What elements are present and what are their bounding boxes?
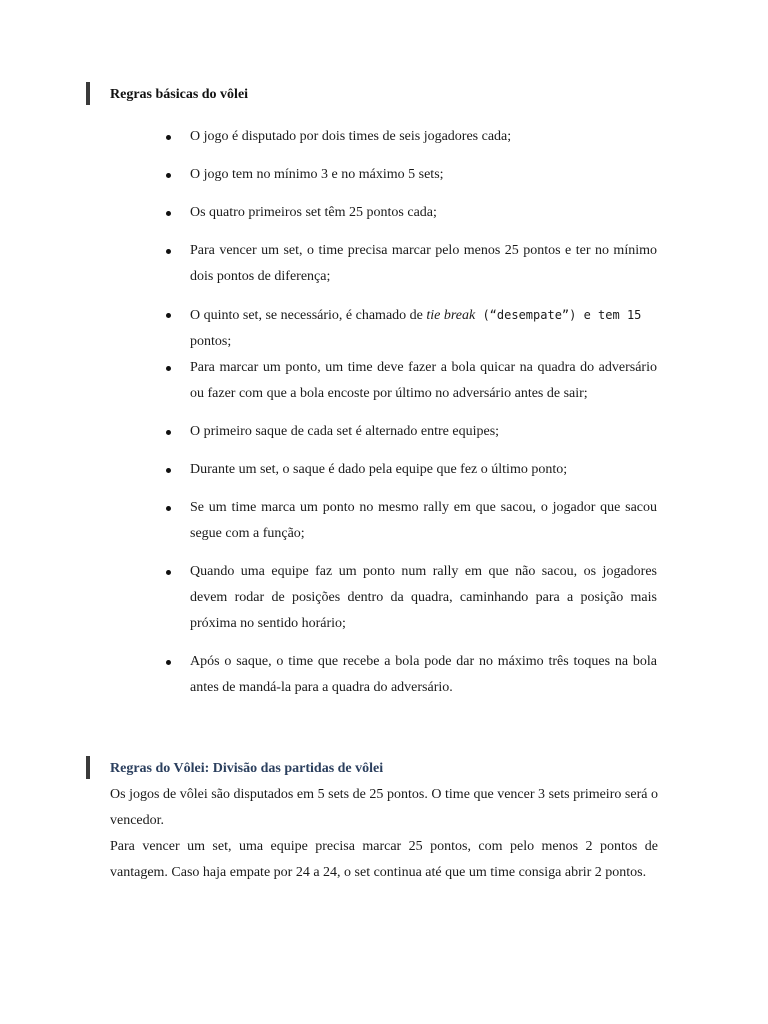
list-item-text: O jogo tem no mínimo 3 e no máximo 5 sets; [190,167,444,182]
list-item [190,162,657,188]
list-item-text: O primeiro saque de cada set é alternado entre equipes; [190,424,500,439]
list-item-text-last: pontos; [190,334,232,349]
paragraph: Para vencer um set, uma equipe precisa marcar 25 pontos, com pelo menos 2 pontos de vantagem. Caso haja empate por 24 a 24, o set continua até que um time consiga abrir 2 pontos. [110,839,658,880]
bullet-icon [166,135,171,140]
bullet-icon [166,506,171,511]
bullet-icon [166,430,171,435]
list-item [190,238,657,290]
bullet-icon [166,660,171,665]
match-division-body [110,782,658,886]
bullet-icon [166,570,171,575]
section-title: Regras do Vôlei: Divisão das partidas de vôlei [110,761,384,776]
rules-bullet-list [190,124,657,713]
paragraph: Os jogos de vôlei são disputados em 5 sets de 25 pontos. O time que vencer 3 sets primeiro será o vencedor. [110,787,658,828]
bullet-icon [166,211,171,216]
list-item-text: Quando uma equipe faz um ponto num rally em que não sacou, os jogadores devem rodar de posições dentro da quadra, caminhando para a posição mais próxima no sentido horário; [190,564,657,631]
list-item-text-start: O quinto set, se necessário, é chamado de [190,308,427,323]
list-item-text: Para marcar um ponto, um time deve fazer a bola quicar na quadra do adversário ou fazer com que a bola encoste por último no adversário antes de sair; [190,360,657,401]
bullet-icon [166,468,171,473]
list-item [190,649,657,701]
bullet-icon [166,249,171,254]
bullet-icon [166,173,171,178]
section-heading-match-division [110,760,383,778]
list-item-text: O jogo é disputado por dois times de seis jogadores cada; [190,129,512,144]
section-title: Regras básicas do vôlei [110,87,249,102]
list-item-text-end: (“desempate”) e tem 15 [475,308,642,322]
heading-marker-bar [86,82,90,105]
bullet-icon [166,366,171,371]
list-item-tie-break [190,302,657,355]
bullet-icon [166,313,171,318]
list-item [190,355,657,407]
list-item-text: Para vencer um set, o time precisa marcar pelo menos 25 pontos e ter no mínimo dois pontos de diferença; [190,243,657,284]
list-item [190,495,657,547]
list-item [190,200,657,226]
list-item [190,559,657,637]
list-item-text: Se um time marca um ponto no mesmo rally em que sacou, o jogador que sacou segue com a função; [190,500,657,541]
list-item [190,457,657,483]
list-item [190,124,657,150]
list-item-text: Durante um set, o saque é dado pela equipe que fez o último ponto; [190,462,568,477]
list-item [190,419,657,445]
section-heading-basic-rules [110,86,248,104]
tie-break-term: tie break [426,308,476,323]
list-item-text: Após o saque, o time que recebe a bola pode dar no máximo três toques na bola antes de mandá-la para a quadra do adversário. [190,654,657,695]
list-item-text: Os quatro primeiros set têm 25 pontos cada; [190,205,437,220]
heading-marker-bar [86,756,90,779]
